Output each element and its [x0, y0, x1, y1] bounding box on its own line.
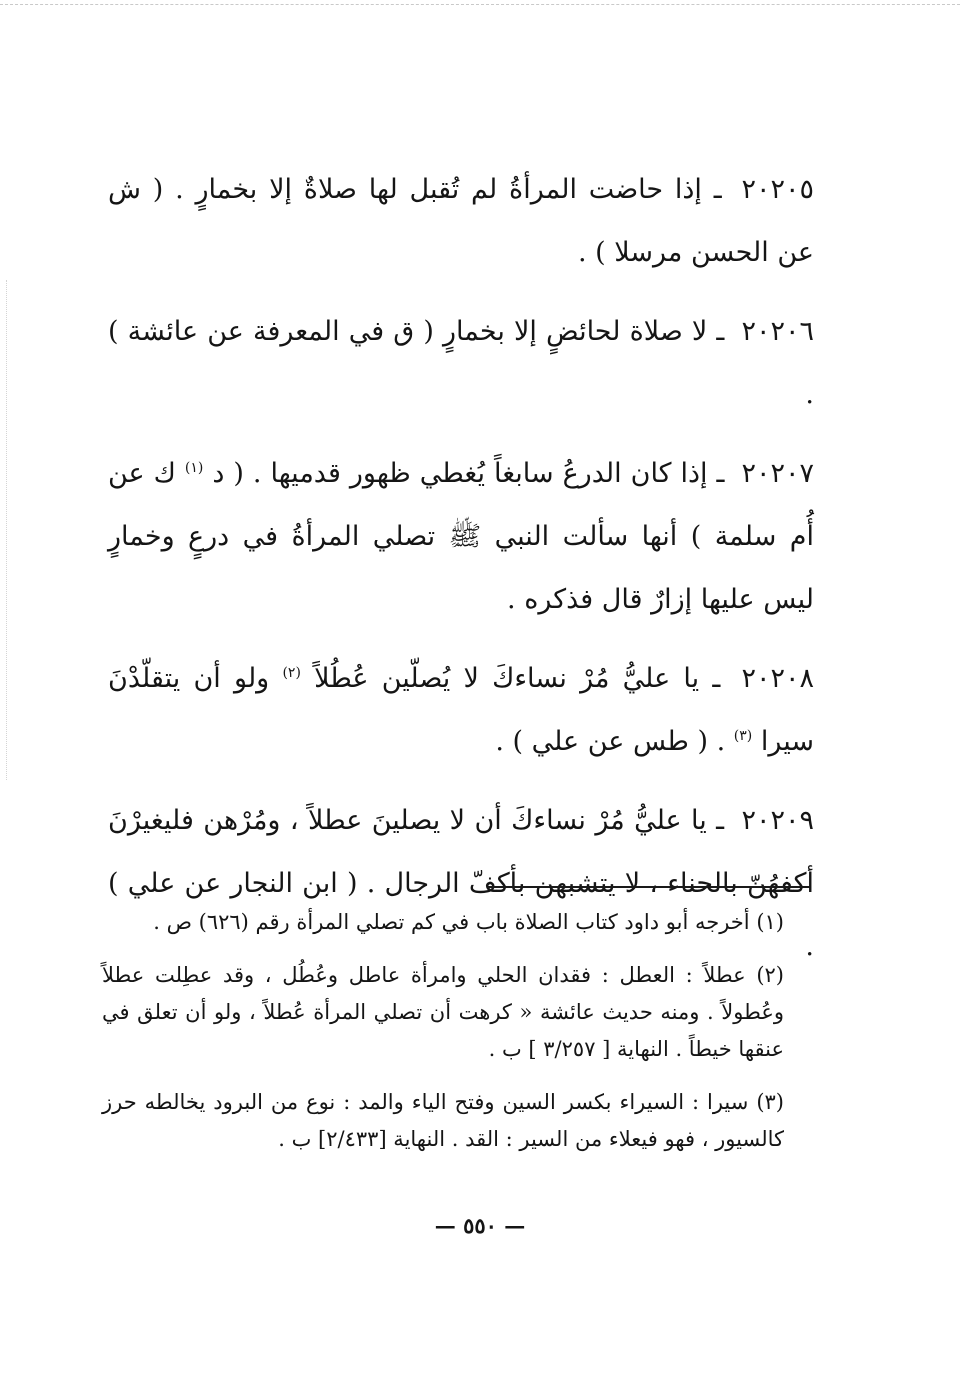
footnotes — [102, 904, 784, 1174]
hadith-entry — [108, 442, 814, 631]
entry-text-continued: ك عن أُم سلمة ) أنها سألت النبي ﷺ تصلي المرأةُ في درعٍ وخمارٍ ليس عليها إزارٌ قال فذكره . — [108, 458, 814, 615]
entry-text: يا عليُّ مُرْ نساءكَ لا يُصلّين عُطُلاً — [314, 663, 700, 694]
entry-source: . ( طس عن علي ) . — [495, 726, 726, 757]
footnote-reference: (٣) — [733, 728, 753, 744]
entry-number: ٢٠٢٠٧ — [741, 458, 814, 489]
footnote-reference: (١) — [184, 460, 204, 476]
page-number: — ٥٥٠ — — [434, 1213, 526, 1238]
entry-text: لا صلاة لحائضٍ إلا بخمارٍ ( ق في المعرفة عن عائشة ) . — [108, 316, 814, 410]
entry-dash: ـ — [716, 316, 725, 347]
footnote — [102, 957, 784, 1068]
entry-number: ٢٠٢٠٩ — [741, 805, 814, 836]
entry-dash: ـ — [713, 174, 722, 205]
entry-number: ٢٠٢٠٦ — [741, 316, 814, 347]
entry-dash: ـ — [712, 663, 721, 694]
footnote — [102, 904, 784, 941]
footnote-mark: (١) — [756, 910, 784, 934]
entry-dash: ـ — [716, 458, 725, 489]
entry-text: إذا كان الدرعُ سابغاً يُغطي ظهور قدميها . ( د — [212, 458, 708, 489]
footnote-separator — [488, 886, 810, 888]
hadith-entry — [108, 158, 814, 284]
hadith-entries — [108, 158, 814, 994]
footnote-mark: (٣) — [756, 1090, 784, 1114]
entry-text: يا عليُّ مُرْ نساءكَ أن لا يصلينَ عطلاً ، ومُرْهن فليغيرْنَ أكفهُنّ بالحناء ، لا يتشبهن بأكفّ الرجال . ( ابن النجار عن علي ) . — [108, 805, 814, 962]
footnote-mark: (٢) — [756, 963, 784, 987]
entry-number: ٢٠٢٠٥ — [741, 174, 814, 205]
hadith-entry — [108, 300, 814, 426]
entry-dash: ـ — [716, 805, 725, 836]
entry-text: إذا حاضت المرأةُ لم تُقبل لها صلاةٌ إلا بخمارٍ . ( ش عن الحسن مرسلا ) . — [108, 174, 814, 268]
footnote-text: أخرجه أبو داود كتاب الصلاة باب في كم تصلي المرأة رقم (٦٢٦) ص . — [153, 910, 750, 934]
footnote-reference: (٢) — [282, 665, 301, 681]
entry-text-continued: ولو أن يتقلّدْنَ سيرا — [108, 663, 814, 757]
scan-margin-marks — [6, 280, 9, 780]
scan-edge-line — [0, 4, 960, 5]
footnote — [102, 1084, 784, 1158]
footnote-text: عطلاً : العطل : فقدان الحلي وامرأة عاطل وعُطُل ، وقد عطِلت عطلاً وعُطولاً . ومنه حديث عائشة « كرهت أن تصلي المرأة عُطلاً ، ولو أن تعلق في عنقها خيطاً . النهاية [ ٣/٢٥٧ ] ب . — [102, 963, 784, 1061]
footnote-text: سيرا : السيراء بكسر السين وفتح الياء والمد : نوع من البرود يخالطه حرز كالسيور ، فهو فيعلاء من السير : القد . النهاية [٢/٤٣٣] ب . — [102, 1090, 784, 1151]
hadith-entry — [108, 647, 814, 773]
entry-number: ٢٠٢٠٨ — [741, 663, 815, 694]
